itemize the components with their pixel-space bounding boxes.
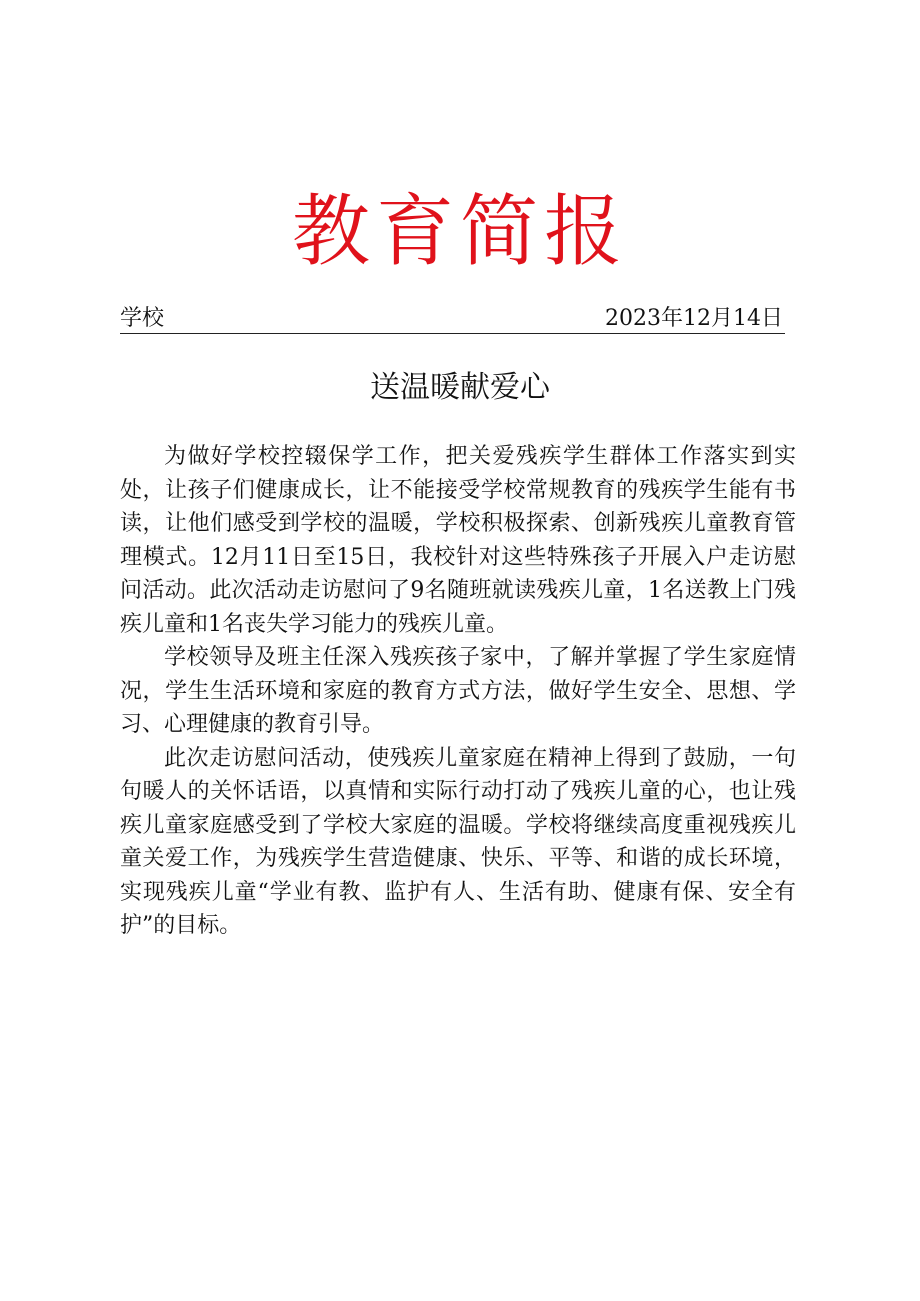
school-label: 学校 <box>120 306 165 331</box>
article-title: 送温暖献爱心 <box>370 370 550 405</box>
masthead-title: 教育简报 <box>291 187 628 277</box>
info-line <box>120 305 785 334</box>
paragraph-2: 学校领导及班主任深入残疾孩子家中，了解并掌握了学生家庭情况，学生生活环境和家庭的教育方式方法，做好学生安全、思想、学习、心理健康的教育引导。 <box>120 645 796 737</box>
paragraph-1: 为做好学校控辍保学工作，把关爱残疾学生群体工作落实到实处，让孩子们健康成长，让不能接受学校常规教育的残疾学生能有书读，让他们感受到学校的温暖，学校积极探索、创新残疾儿童教育管理模式。12月11日至15日，我校针对这些特殊孩子开展入户走访慰问活动。此次活动走访慰问了9名随班就读残疾儿童，1名送教上门残疾儿童和1名丧失学习能力的残疾儿童。 <box>120 444 796 637</box>
article-body <box>120 440 796 943</box>
issue-date: 2023年12月14日 <box>605 306 783 331</box>
paragraph-3: 此次走访慰问活动，使残疾儿童家庭在精神上得到了鼓励，一句句暖人的关怀话语，以真情和实际行动打动了残疾儿童的心，也让残疾儿童家庭感受到了学校大家庭的温暖。学校将继续高度重视残疾儿童关爱工作，为残疾学生营造健康、快乐、平等、和谐的成长环境，实现残疾儿童“学业有教、监护有人、生活有助、健康有保、安全有护”的目标。 <box>120 745 796 938</box>
